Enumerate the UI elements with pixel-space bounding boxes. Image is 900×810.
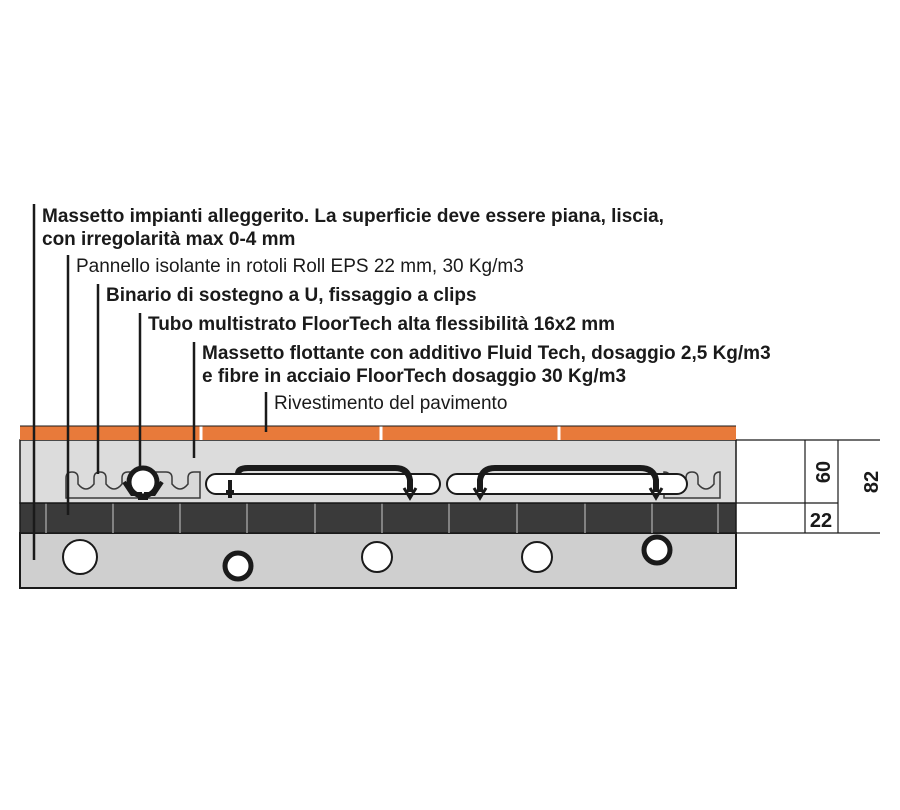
label-massetto-impianti-line1: Massetto impianti alleggerito. La superficie deve essere piana, liscia, — [42, 206, 664, 227]
label-massetto-impianti-line2: con irregolarità max 0-4 mm — [42, 229, 296, 250]
label-pannello-isolante: Pannello isolante in rotoli Roll EPS 22 mm, 30 Kg/m3 — [76, 256, 524, 277]
label-massetto-flottante-line1: Massetto flottante con additivo Fluid Tech, dosaggio 2,5 Kg/m3 — [202, 343, 771, 364]
dimension-total: 82 — [861, 470, 883, 494]
label-massetto-flottante-line2: e fibre in acciaio FloorTech dosaggio 30 Kg/m3 — [202, 366, 627, 387]
dimension-lines — [736, 440, 880, 533]
service-pipe — [522, 542, 552, 572]
pipe-cross-section — [124, 468, 162, 498]
service-pipe — [225, 553, 251, 579]
label-binario: Binario di sostegno a U, fissaggio a clips — [106, 285, 477, 306]
service-pipe — [644, 537, 670, 563]
service-pipe — [63, 540, 97, 574]
label-tubo: Tubo multistrato FloorTech alta flessibilità 16x2 mm — [148, 314, 616, 335]
label-rivestimento: Rivestimento del pavimento — [274, 393, 508, 414]
service-pipe — [362, 542, 392, 572]
floor-covering-layer — [20, 426, 736, 440]
insulation-layer — [20, 503, 736, 533]
dimension-insulation: 22 — [809, 510, 833, 532]
dimension-screed: 60 — [813, 460, 835, 484]
